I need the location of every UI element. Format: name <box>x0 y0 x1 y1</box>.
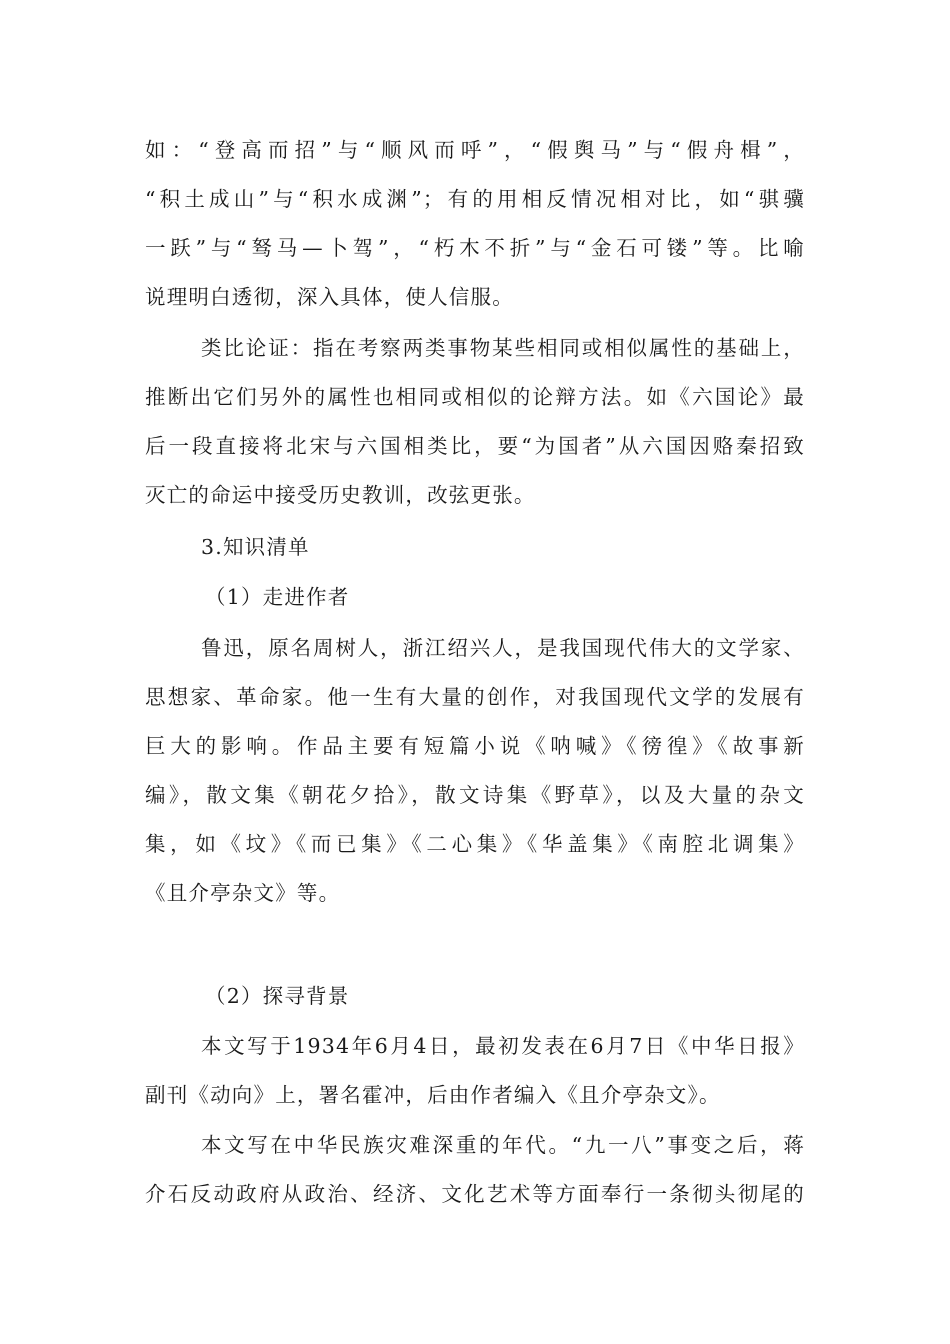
text-line: 巨大的影响。作品主要有短篇小说《呐喊》《徬徨》《故事新 <box>145 734 805 758</box>
text-line: 说理明白透彻，深入具体，使人信服。 <box>145 285 514 309</box>
text-line: 本文写于1934年6月4日，最初发表在6月7日《中华日报》 <box>201 1034 805 1058</box>
paragraph-metaphor-examples <box>145 126 805 322</box>
text-line: 类比论证：指在考察两类事物某些相同或相似属性的基础上， <box>201 336 805 360</box>
text-line: 介石反动政府从政治、经济、文化艺术等方面奉行一条彻头彻尾的 <box>145 1182 805 1206</box>
heading-about-author: （1）走进作者 <box>205 585 350 609</box>
section-heading <box>145 523 805 572</box>
text-line: 一跃”与“驽马—卜驾”，“朽木不折”与“金石可镂”等。比喻 <box>145 236 805 260</box>
paragraph-analogy-argument <box>145 324 805 520</box>
text-line: 灭亡的命运中接受历史教训，改弦更张。 <box>145 483 536 507</box>
text-line: 后一段直接将北宋与六国相类比，要“为国者”从六国因赂秦招致 <box>145 434 805 458</box>
text-line: 如：“登高而招”与“顺风而呼”，“假舆马”与“假舟楫”， <box>145 138 805 162</box>
text-line: 鲁迅，原名周树人，浙江绍兴人，是我国现代伟大的文学家、 <box>201 636 805 660</box>
subsection-heading <box>145 573 805 622</box>
text-line: 思想家、革命家。他一生有大量的创作，对我国现代文学的发展有 <box>145 685 805 709</box>
text-line: 推断出它们另外的属性也相同或相似的论辩方法。如《六国论》最 <box>145 385 805 409</box>
text-line: 编》，散文集《朝花夕拾》，散文诗集《野草》，以及大量的杂文 <box>145 783 805 807</box>
text-line: 副刊《动向》上，署名霍冲，后由作者编入《且介亭杂文》。 <box>145 1083 721 1107</box>
paragraph-author-intro <box>145 624 805 918</box>
text-line: 本文写在中华民族灾难深重的年代。“九一八”事变之后，蒋 <box>201 1133 805 1157</box>
subsection-heading <box>145 972 805 1021</box>
heading-background: （2）探寻背景 <box>205 984 350 1008</box>
text-line: 集，如《坟》《而已集》《二心集》《华盖集》《南腔北调集》 <box>145 832 805 856</box>
heading-knowledge-list: 3.知识清单 <box>201 535 310 559</box>
paragraph-publication-info <box>145 1022 805 1120</box>
text-line: “积土成山”与“积水成渊”；有的用相反情况相对比，如“骐骥 <box>145 187 805 211</box>
text-line: 《且介亭杂文》等。 <box>145 881 341 905</box>
paragraph-historical-context <box>145 1121 805 1219</box>
